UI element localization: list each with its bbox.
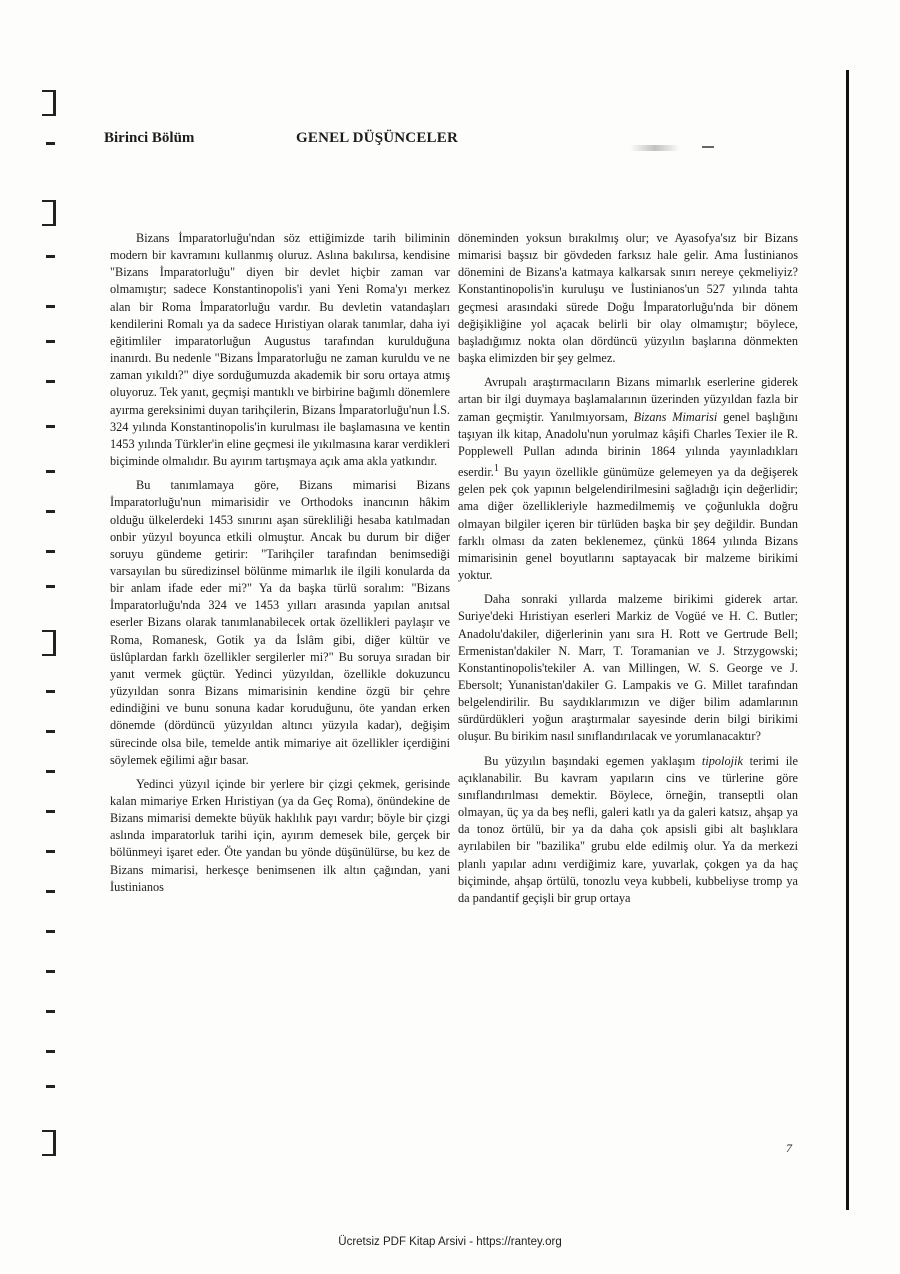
paragraph: Bu tanımlamaya göre, Bizans mimarisi Bizans İmparatorluğu'nun mimarisidir ve Orthodoks inancının hâkim olduğu ülkelerdeki 1453 sınırını aşan sürekliliği hesaba katılmadan onbir yüzyıl boyunca etkili olmuştur. Ancak bu durum bir diğer soruyu gündeme getirir: "Tarihçiler tarafından benimsediği varsayılan bu süredizinsel bölünme mimarlık ile ilgili konularda da bir anlam ifade eder mi?" Ya da başka türlü soralım: "Bizans İmparatorluğu'nda 324 ve 1453 yılları arasında yapılan anıtsal eserler Bizans olarak tanımlanabilecek ortak özellikleri paylaşır ve Roma, Romanesk, Gotik ya da İslâm gibi, diğer kültür ve üslûplardan farklı özellikler sergilerler mi?" Bu soruya sıradan bir yanıt vermek güçtür. Yedinci yüzyıldan, özellikle dokuzuncu yüzyıldan sonra Bizans mimarisinin kendine özgü bir çehre edindiğini ve bunu sonuna kadar koruduğunu, öte yandan erken dönemde (dördüncü yüzyıldan altıncı yüzyıla kadar), değişim sürecinde olsa bile, temelde antik mimariye ait özellikler içerdiğini söylemek eğilimi ağır basar.	[110, 478, 450, 767]
text-run: terimi ile açıklanabilir. Bu kavram yapıların cins ve türlerine göre sınıflandırılması demektir. Böylece, örneğin, transeptli olan olmayan, üç ya da beş nefli, galeri katlı ya da galeri katsız, ahşap ya da tonoz örtülü, bir ya da daha çok apsisli gibi alt başlıklara ayrılabilen bir "bazilika" grubu elde edilmiş olur. Ya da merkezi planlı yapılar adını verdiğimiz kare, yuvarlak, çokgen ya da haç biçiminde, ahşap örtülü, tonozlu veya kubbeli, kubbeliyse tromp ya da pandantif geçişli bir grup ortaya	[458, 753, 798, 905]
chapter-label: Birinci Bölüm	[104, 130, 195, 146]
margin-tick-mark	[46, 470, 55, 473]
margin-tick-mark	[46, 970, 55, 973]
text-column-left	[110, 230, 450, 1080]
margin-tick-mark	[46, 550, 55, 553]
footnote-marker: 1	[493, 463, 499, 475]
chapter-title: GENEL DÜŞÜNCELER	[296, 130, 458, 146]
footer-text: Ücretsiz PDF Kitap Arsivi - https://rantey.org	[338, 1236, 562, 1248]
margin-tick-mark	[46, 810, 55, 813]
margin-tick-mark	[46, 305, 55, 308]
margin-tick-mark	[46, 340, 55, 343]
scan-margin-marks	[38, 80, 68, 1160]
margin-tick-mark	[46, 585, 55, 588]
text-run: Avrupalı araştırmacıların Bizans mimarlık eserlerine giderek artan bir ilgi duymaya başlamalarının üzerinden yüzyıldan fazla bir zaman geçmiştir. Yanılmıyorsam,	[458, 375, 798, 424]
page-number: 7	[786, 1141, 792, 1155]
paragraph	[458, 374, 798, 584]
margin-tick-mark	[46, 1010, 55, 1013]
margin-bracket-mark	[42, 90, 56, 116]
margin-tick-mark	[46, 770, 55, 773]
paragraph: Yedinci yüzyıl içinde bir yerlere bir çizgi çekmek, gerisinde kalan mimariye Erken Hıristiyan (ya da Geç Roma), önündekine de Bizans mimarisi demekte büyük haklılık payı vardır; böyle bir çizgi aslında imparatorluk tarihi için, ayırım demesek bile, gerçek bir bölünmeyi işaret eder. Öte yandan bu yönde düşünülürse, bu kez de Bizans mimarisi, herkesçe benimsenen ilk altın çağından, yani İustinianos	[110, 776, 450, 894]
margin-tick-mark	[46, 1050, 55, 1053]
scan-smudge	[630, 145, 680, 151]
scan-dash	[702, 146, 714, 148]
paragraph: Bizans İmparatorluğu'ndan söz ettiğimizde tarih biliminin modern bir kavramını kullanmış oluruz. Aslına bakılırsa, kendisine "Bizans İmparatorluğu" diyen bir devlet hiçbir zaman var olmamıştır; sadece Konstantinopolis'i yani Yeni Roma'yı merkez alan bir Roma İmparatorluğu vardır. Bu devletin vatandaşları kendilerini Romalı ya da sadece Hıristiyan olarak tanımlar, daha iyi eğitimliler imparatorluğun Augustus tarafından kurulduğuna inanırdı. Bu nedenle "Bizans İmparatorluğu ne zaman kuruldu ve ne zaman yıkıldı?" diye sorduğumuzda akademik bir soru ortaya atmış oluyoruz. Tek yanıt, geçmişi mantıklı ve birbirine bağımlı dönemlere ayırma gereksinimi duyan tarihçilerin, Bizans İmparatorluğu'nun İ.S. 324 yılında Konstantinopolis'in kurulması ile başlamasına ve kentin 1453 yılında Türkler'in eline geçmesi ile yıkılmasına karar verdikleri biçiminde olmalıdır. Bu ayırım tartışmaya açık ama akla yatkındır.	[110, 231, 450, 469]
text-column-right	[458, 230, 798, 1080]
margin-tick-mark	[46, 730, 55, 733]
margin-tick-mark	[46, 380, 55, 383]
text-run: Bu yayın özellikle günümüze gelemeyen ya da değişerek gelen pek çok yapının belgelendirilmesini sağladığı için değerlidir; ama diğer özellikleriyle hazmedilmemiş ve çoğunlukla doğru olmayan bilgiler içeren bir türlüden başka bir şey değildir. Bundan farklı olması da zaten beklenemez, çünkü 1864 yılında Bizans mimarisinin genel boyutlarını saptayacak bir malzeme birikimi yoktur.	[458, 465, 798, 583]
margin-tick-mark	[46, 142, 55, 145]
margin-tick-mark	[46, 1085, 55, 1088]
text-run: genel başlığını taşıyan ilk kitap, Anadolu'nun yorulmaz kâşifi Charles Texier ile R. Popplewell Pullan adında birinin 1864 yılında yayınladıkları eserdir.	[458, 409, 798, 480]
margin-tick-mark	[46, 930, 55, 933]
paragraph: döneminden yoksun bırakılmış olur; ve Ayasofya'sız bir Bizans mimarisi başsız bir gövdeden farksız hale gelir. Ama İustinianos dönemini de Bizans'a katmaya kalkarsak sınırı nereye çekmeliyiz? Konstantinopolis'in kuruluşu ve İustinianos'un 527 yılında tahta geçmesi arasındaki sürede Doğu İmparatorluğu'nda bir dönem değişikliğine yol açacak belirli bir olay olmamıştır; böylece, başladığımız nokta olan dördüncü yüzyılın başlarına dönmekten başka elimizden bir şey gelmez.	[458, 231, 798, 366]
margin-tick-mark	[46, 890, 55, 893]
margin-bracket-mark	[42, 630, 56, 656]
margin-tick-mark	[46, 850, 55, 853]
paragraph: Daha sonraki yıllarda malzeme birikimi giderek artar. Suriye'deki Hıristiyan eserleri Markiz de Vogüé ve H. C. Butler; Anadolu'dakiler, diğerlerinin yanı sıra H. Rott ve Gertrude Bell; Ermenistan'dakiler N. Marr, T. Toramanian ve J. Strzygowski; Konstantinopolis'tekiler A. van Millingen, W. S. George ve J. Ebersolt; Yunanistan'dakiler G. Lampakis ve G. Millet tarafından belgelendirilir. Bu saydıklarımızın ve diğer bilim adamlarının sürdürdükleri yoğun araştırmalar sayesinde derin bilgi birikimi oluşur. Bu birikim nasıl sınıflandırılacak ve yorumlanacaktır?	[458, 592, 798, 744]
text-run: Bu yüzyılın başındaki egemen yaklaşım	[484, 753, 702, 768]
paragraph	[458, 753, 798, 907]
margin-tick-mark	[46, 510, 55, 513]
scan-edge-line	[846, 70, 849, 1210]
emphasized-term: tipolojik	[701, 753, 743, 768]
book-title: Bizans Mimarisi	[633, 409, 718, 424]
margin-bracket-mark	[42, 1130, 56, 1156]
margin-bracket-mark	[42, 200, 56, 226]
margin-tick-mark	[46, 690, 55, 693]
margin-tick-mark	[46, 255, 55, 258]
margin-tick-mark	[46, 425, 55, 428]
